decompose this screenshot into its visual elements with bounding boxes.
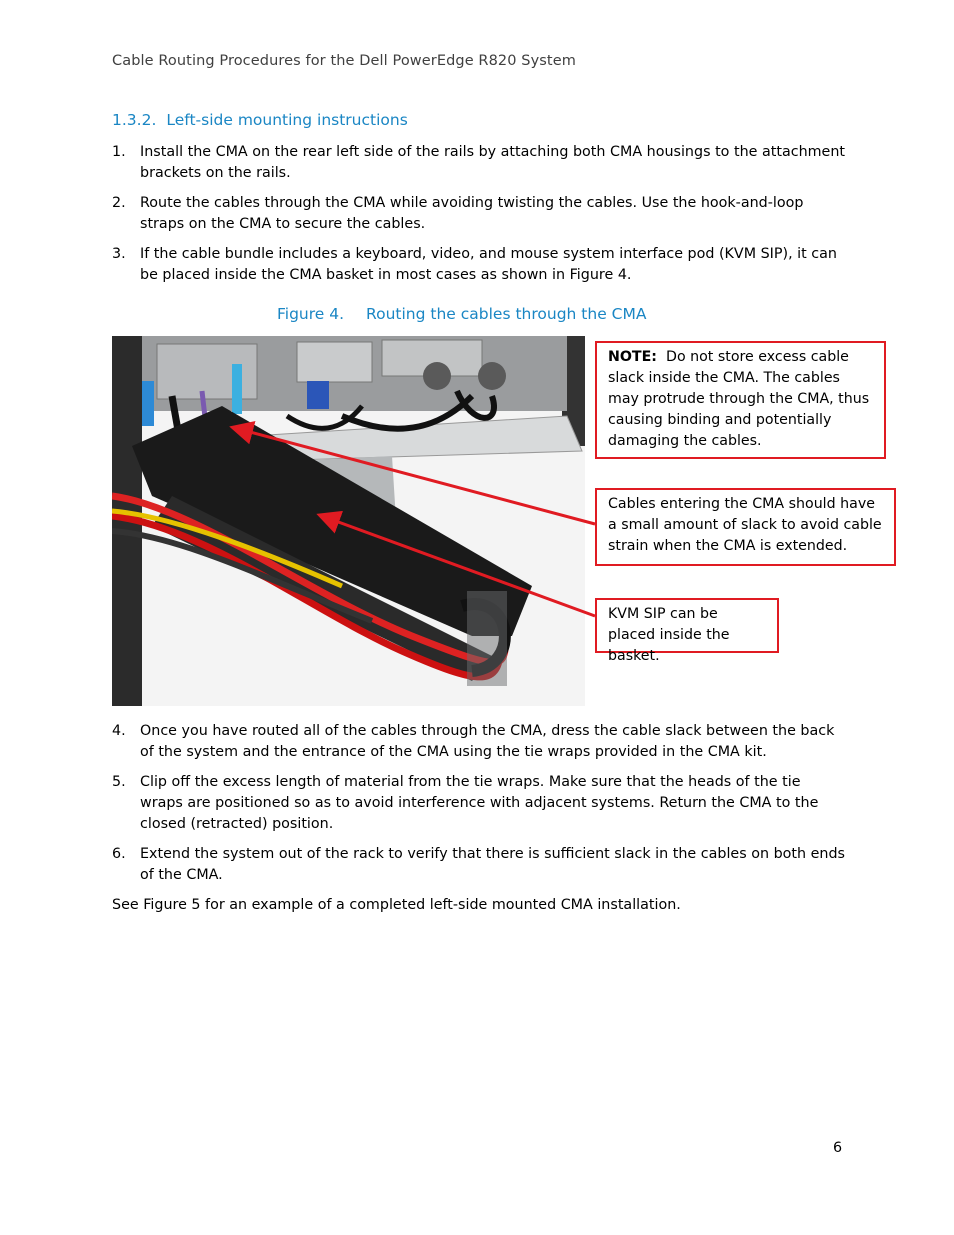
figure-caption <box>277 305 646 323</box>
page-number: 6 <box>833 1140 843 1156</box>
kvm-callout <box>595 598 779 664</box>
step-number: 3. <box>112 246 126 262</box>
list-item <box>112 142 847 184</box>
figure-title: Routing the cables through the CMA <box>366 305 647 323</box>
list-item <box>112 772 847 835</box>
figure-label: Figure 4. <box>277 305 345 323</box>
step-text: Extend the system out of the rack to verify that there is sufficient slack in the cables on both ends of the CMA. <box>140 846 845 883</box>
list-item <box>112 844 847 886</box>
kvm-text: KVM SIP can be placed inside the basket. <box>608 606 730 664</box>
step-number: 1. <box>112 144 126 160</box>
running-header: Cable Routing Procedures for the Dell PowerEdge R820 System <box>112 53 576 69</box>
list-item <box>112 193 847 235</box>
list-item <box>112 721 847 763</box>
section-heading <box>112 111 408 129</box>
step-number: 6. <box>112 846 126 862</box>
cma-photo-illustration <box>112 336 585 706</box>
note-text: Do not store excess cable slack inside the CMA. The cables may protrude through the CMA, thus causing binding and potentially damaging the cables. <box>608 349 870 449</box>
slack-text: Cables entering the CMA should have a small amount of slack to avoid cable strain when the CMA is extended. <box>608 496 882 554</box>
step-text: If the cable bundle includes a keyboard, video, and mouse system interface pod (KVM SIP), it can be placed inside the CMA basket in most cases as shown in Figure 4. <box>140 246 837 283</box>
step-text: Install the CMA on the rear left side of the rails by attaching both CMA housings to the attachment brackets on the rails. <box>140 144 846 181</box>
step-text: Route the cables through the CMA while avoiding twisting the cables. Use the hook-and-loop straps on the CMA to secure the cables. <box>140 195 804 232</box>
step-number: 5. <box>112 774 126 790</box>
step-text: Once you have routed all of the cables through the CMA, dress the cable slack between the back of the system and the entrance of the CMA using the tie wraps provided in the CMA kit. <box>140 723 835 760</box>
step-number: 4. <box>112 723 126 739</box>
note-callout <box>595 341 886 459</box>
steps-list-after-figure <box>112 721 847 895</box>
note-label: NOTE: <box>608 349 657 365</box>
closing-paragraph: See Figure 5 for an example of a completed left-side mounted CMA installation. <box>112 897 681 913</box>
slack-callout <box>595 488 896 566</box>
step-number: 2. <box>112 195 126 211</box>
cma-photo <box>112 336 585 706</box>
list-item <box>112 244 847 286</box>
section-title: Left-side mounting instructions <box>166 111 408 129</box>
steps-list-before-figure <box>112 142 847 295</box>
step-text: Clip off the excess length of material from the tie wraps. Make sure that the heads of the tie wraps are positioned so as to avoid interference with adjacent systems. Return the CMA to the closed (retracted) position. <box>140 774 819 832</box>
section-number: 1.3.2. <box>112 111 157 129</box>
